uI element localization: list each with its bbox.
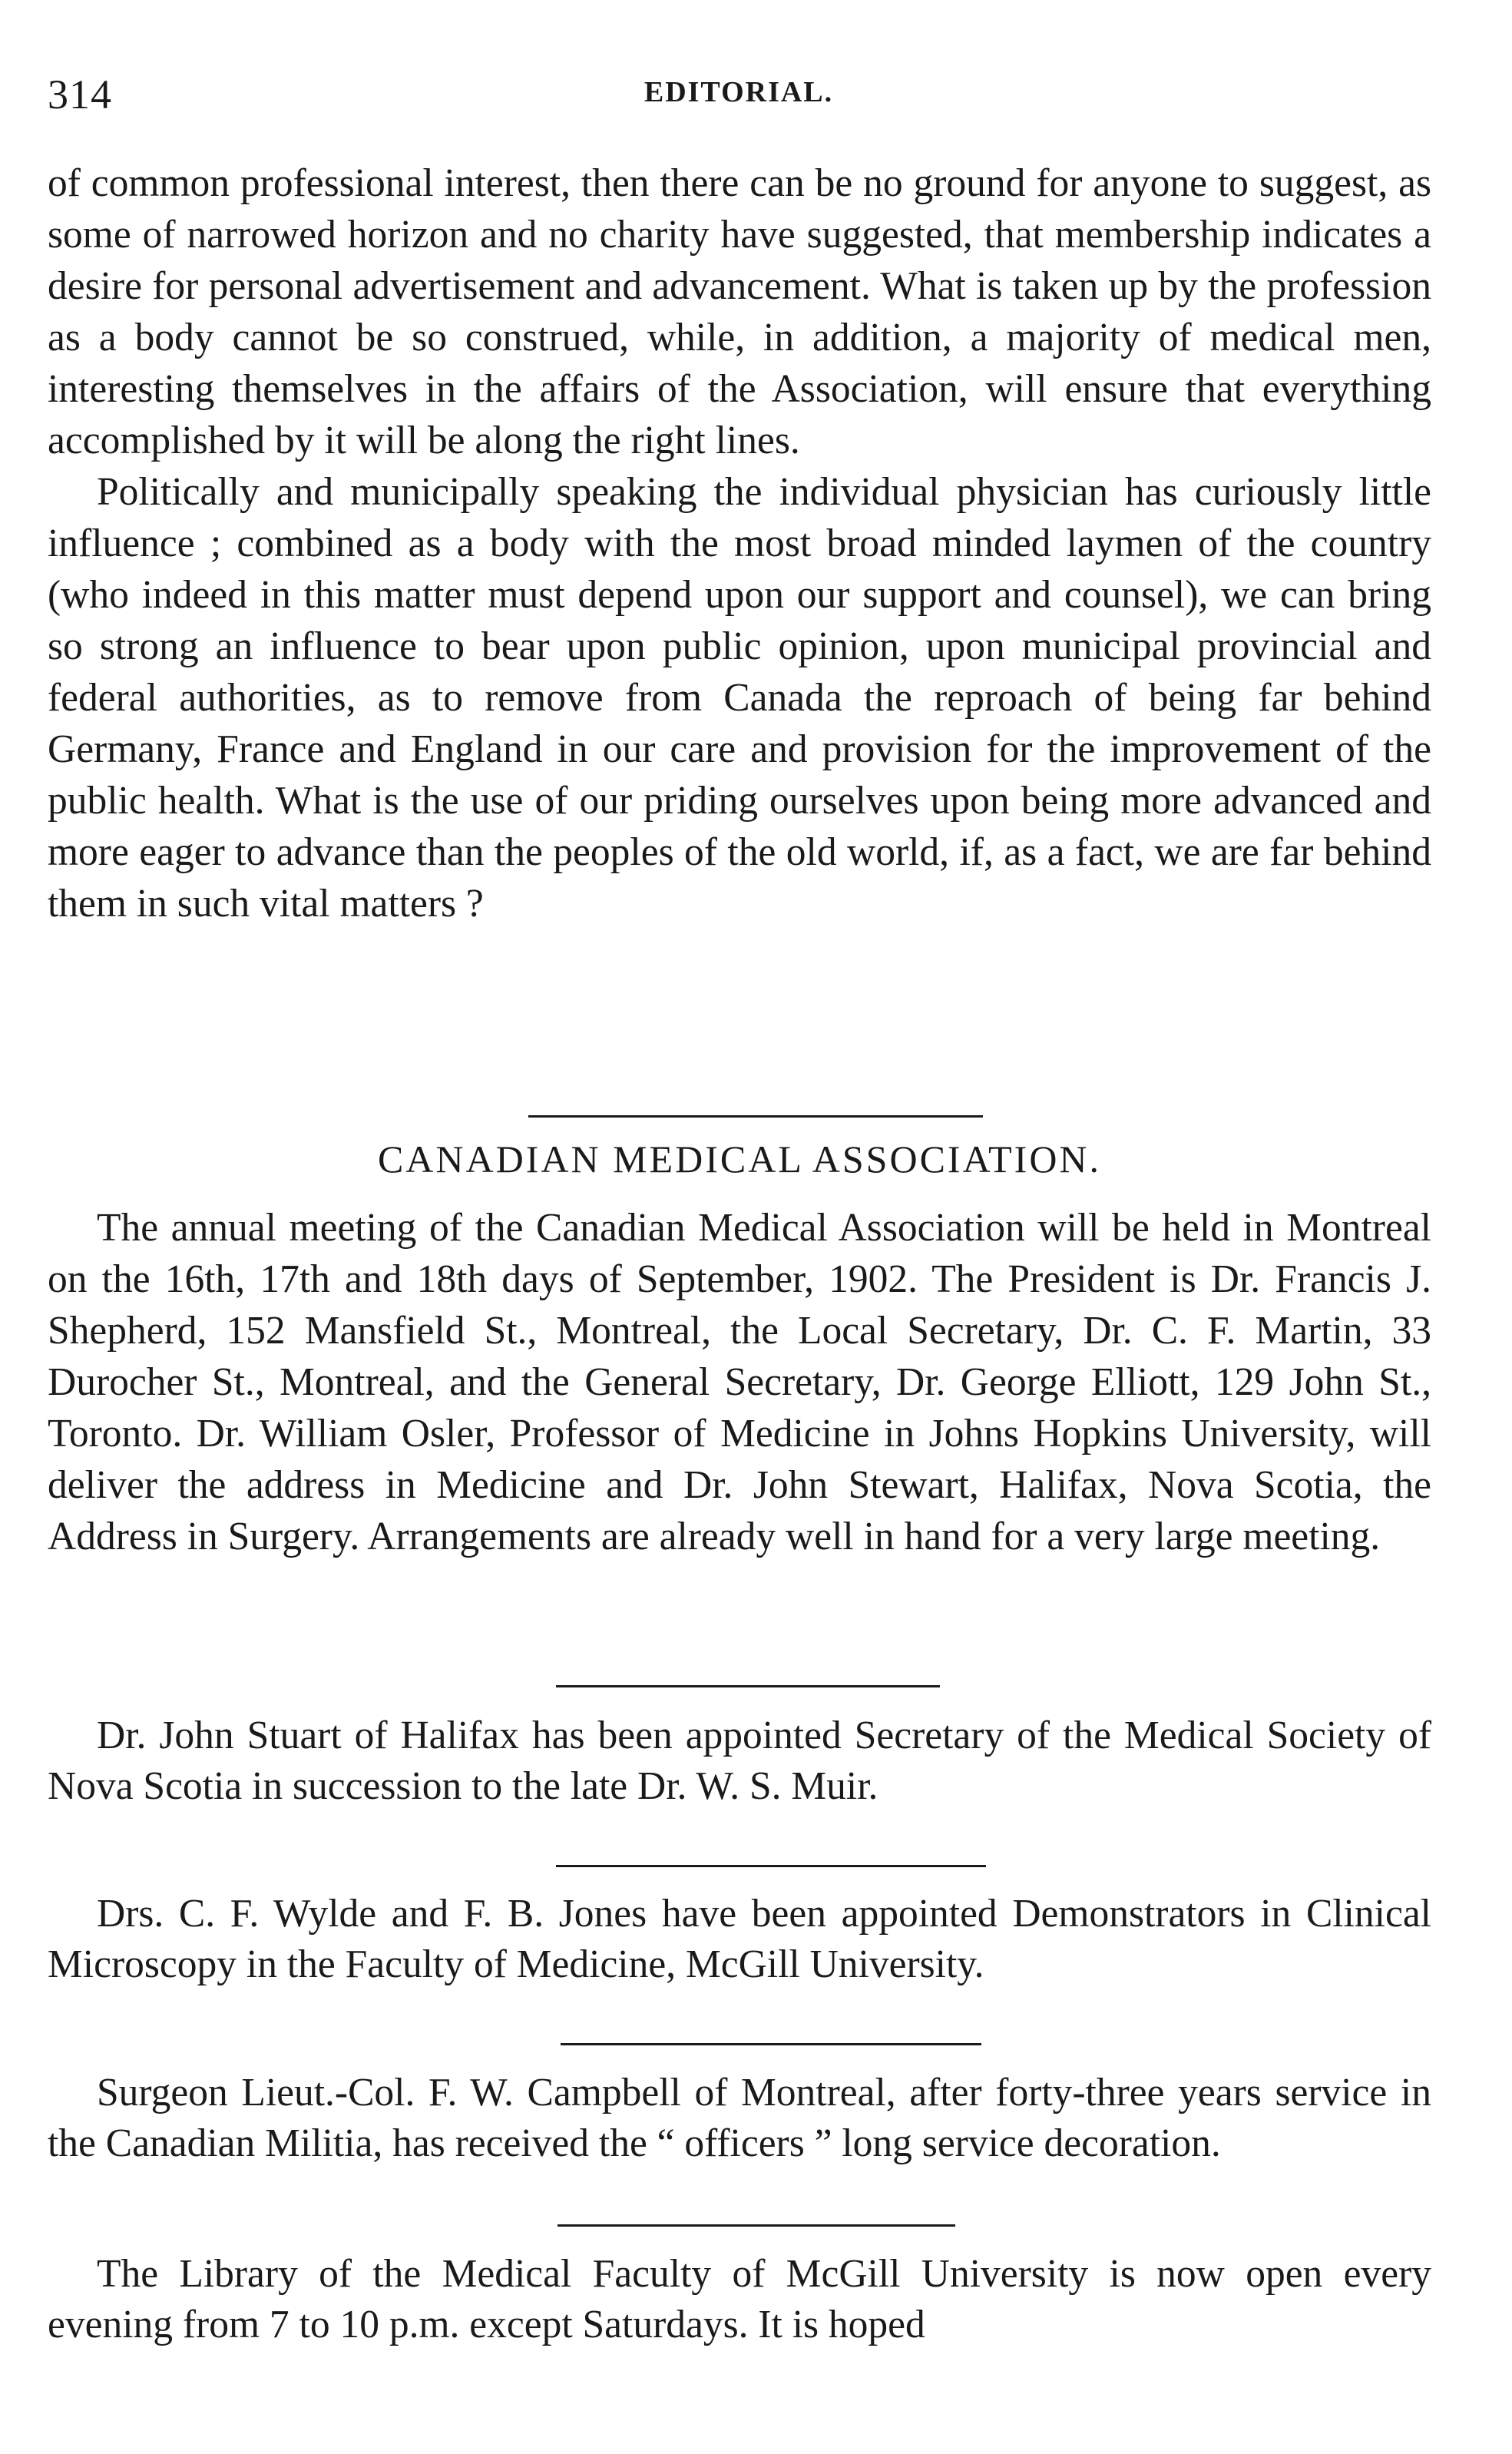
note-item	[48, 1889, 1431, 1990]
section-divider	[528, 1115, 983, 1118]
paragraph-public-health: Politically and municipally speaking the individual physician has curiously little influence ; combined as a body with the most broad minded laymen of the country (who indeed in this matter must depend upon our support and counsel), we can bring so strong an influence to bear upon public opinion, upon municipal provincial and federal authorities, as to remove from Canada the reproach of being far behind Germany, France and England in our care and provision for the improvement of the public health. What is the use of our priding ourselves upon being more advanced and more eager to advance than the peoples of the old world, if, as a fact, we are far behind them in such vital matters ?	[48, 470, 1431, 926]
page-header	[48, 71, 1430, 117]
note-library-hours: The Library of the Medical Faculty of McGill University is now open every evening from 7 to 10 p.m. except Saturdays. It is hoped	[48, 2252, 1431, 2346]
note-demonstrators: Drs. C. F. Wylde and F. B. Jones have been appointed Demonstrators in Clinical Microscopy in the Faculty of Medicine, McGill University.	[48, 1892, 1431, 1986]
association-announcement	[48, 1202, 1431, 1562]
section-heading: CANADIAN MEDICAL ASSOCIATION.	[377, 1138, 1102, 1181]
note-divider	[557, 2224, 955, 2227]
note-divider	[561, 2043, 981, 2045]
page-number: 314	[48, 71, 112, 118]
editorial-body	[48, 157, 1431, 929]
note-divider	[556, 1865, 986, 1867]
paragraph-continued: of common professional interest, then there can be no ground for anyone to suggest, as some of narrowed horizon and no charity have suggested, that membership indicates a desire for personal advertisement and advancement. What is taken up by the profession as a body cannot be so construed, while, in addition, a majority of medical men, interesting themselves in the affairs of the Association, will ensure that everything accomplished by it will be along the right lines.	[48, 161, 1431, 462]
note-divider	[556, 1685, 940, 1687]
note-item	[48, 1711, 1431, 1812]
paragraph-annual-meeting: The annual meeting of the Canadian Medical Association will be held in Montreal on the 16th, 17th and 18th days of September, 1902. The President is Dr. Francis J. Shepherd, 152 Mansfield St., Montreal, the Local Secretary, Dr. C. F. Martin, 33 Durocher St., Montreal, and the General Secretary, Dr. George Elliott, 129 John St., Toronto. Dr. William Osler, Professor of Medicine in Johns Hopkins University, will deliver the address in Medicine and Dr. John Stewart, Halifax, Nova Scotia, the Address in Surgery. Arrangements are already well in hand for a very large meeting.	[48, 1206, 1431, 1558]
running-head: EDITORIAL.	[644, 76, 834, 108]
note-service-decoration: Surgeon Lieut.-Col. F. W. Campbell of Montreal, after forty-three years service in the Canadian Militia, has received the “ officers ” long service decoration.	[48, 2071, 1431, 2165]
note-item	[48, 2249, 1431, 2350]
note-item	[48, 2068, 1431, 2169]
note-secretary-appointment: Dr. John Stuart of Halifax has been appointed Secretary of the Medical Society of Nova Scotia in succession to the late Dr. W. S. Muir.	[48, 1714, 1431, 1808]
